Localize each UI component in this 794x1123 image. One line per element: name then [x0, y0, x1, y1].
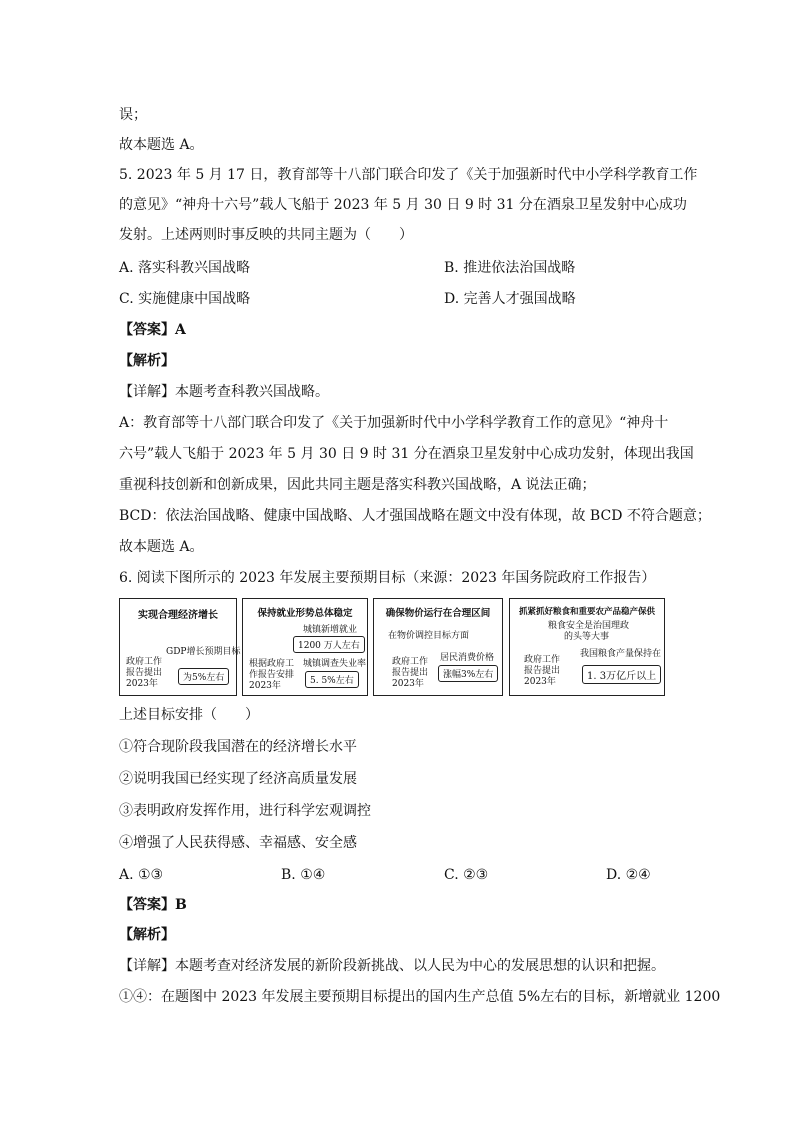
figure-box-prices	[373, 598, 503, 696]
statement-1: ①符合现阶段我国潜在的经济增长水平	[119, 739, 357, 755]
box-source: 根据政府工	[249, 659, 295, 669]
answer-label: 【答案】A	[119, 322, 186, 338]
figure-box-grain	[509, 598, 665, 696]
box-label: 居民消费价格	[440, 653, 495, 663]
analysis-label: 【解析】	[119, 353, 175, 369]
question-5-stem: 的意见》“神舟十六号”载人飞船于 2023 年 5 月 30 日 9 时 31 分在酒泉卫星发射中心成功	[119, 197, 687, 213]
statement-3: ③表明政府发挥作用，进行科学宏观调控	[119, 803, 371, 819]
box-title: 抓紧抓好粮食和重要农产品稳产保供	[518, 607, 655, 617]
box-label: 的头等大事	[564, 632, 610, 642]
box-value: 5. 5%左右	[305, 671, 359, 688]
text-line: 故本题选 A。	[119, 137, 204, 153]
statement-2: ②说明我国已经实现了经济高质量发展	[119, 771, 357, 787]
box-source: 报告提出	[392, 668, 429, 678]
explanation-line: 重视科技创新和创新成果，因此共同主题是落实科教兴国战略，A 说法正确；	[119, 477, 596, 493]
box-source: 政府工作	[524, 655, 561, 665]
explanation-line: 故本题选 A。	[119, 539, 204, 555]
box-label: 城镇新增就业	[303, 625, 358, 635]
question-6-stem: 上述目标安排（ ）	[119, 707, 259, 723]
box-source: 2023年	[126, 679, 158, 689]
explanation-line: BCD：依法治国战略、健康中国战略、人才强国战略在题文中没有体现，故 BCD 不符合题意；	[119, 508, 711, 524]
box-title: 保持就业形势总体稳定	[257, 608, 353, 619]
box-label: 在物价调控目标方面	[388, 631, 470, 641]
option-c: C. 实施健康中国战略	[119, 291, 251, 307]
box-title: 确保物价运行在合理区间	[385, 608, 491, 619]
question-6-stem: 6. 阅读下图所示的 2023 年发展主要预期目标（来源：2023 年国务院政府工作报告）	[119, 570, 656, 586]
box-value: 为5%左右	[178, 668, 229, 685]
question-5-stem: 发射。上述两则时事反映的共同主题为（ ）	[119, 227, 413, 243]
box-source: 报告提出	[524, 666, 561, 676]
box-source: 2023年	[249, 681, 281, 691]
option-a: A. 落实科教兴国战略	[119, 260, 251, 276]
box-label: GDP增长预期目标	[166, 647, 241, 657]
box-source: 2023年	[524, 677, 556, 687]
box-source: 作报告安排	[249, 670, 295, 680]
statement-4: ④增强了人民获得感、幸福感、安全感	[119, 835, 357, 851]
box-source: 政府工作	[392, 657, 429, 667]
figure-box-employment	[242, 598, 368, 696]
box-value: 1. 3万亿斤以上	[582, 665, 661, 684]
detail-line: 【详解】本题考查科教兴国战略。	[119, 384, 329, 400]
explanation-line: ①④：在题图中 2023 年发展主要预期目标提出的国内生产总值 5%左右的目标，新增就业 1200	[119, 989, 721, 1005]
question-5-stem: 5. 2023 年 5 月 17 日，教育部等十八部门联合印发了《关于加强新时代中小学科学教育工作	[119, 167, 698, 183]
box-source: 2023年	[392, 679, 424, 689]
box-title: 实现合理经济增长	[138, 610, 218, 621]
box-value: 涨幅3%左右	[438, 665, 498, 682]
answer-label: 【答案】B	[119, 897, 187, 913]
box-label: 城镇调查失业率	[303, 659, 367, 669]
box-source: 政府工作	[126, 657, 163, 667]
option-d: D. 完善人才强国战略	[444, 291, 576, 307]
explanation-line: A：教育部等十八部门联合印发了《关于加强新时代中小学科学教育工作的意见》“神舟十	[119, 415, 669, 431]
analysis-label: 【解析】	[119, 927, 175, 943]
option-a: A. ①③	[119, 867, 164, 883]
box-label: 粮食安全是治国理政	[548, 621, 630, 631]
option-b: B. 推进依法治国战略	[444, 260, 576, 276]
option-d: D. ②④	[606, 867, 651, 883]
box-value: 1200 万人左右	[293, 636, 365, 653]
explanation-line: 六号”载人飞船于 2023 年 5 月 30 日 9 时 31 分在酒泉卫星发射中心成功发射，体现出我国	[119, 446, 694, 462]
text-line: 误；	[119, 107, 147, 123]
option-b: B. ①④	[281, 867, 326, 883]
box-label: 我国粮食产量保持在	[580, 649, 662, 659]
figure-box-growth	[119, 598, 241, 696]
box-source: 报告提出	[126, 668, 163, 678]
detail-line: 【详解】本题考查对经济发展的新阶段新挑战、以人民为中心的发展思想的认识和把握。	[119, 958, 665, 974]
option-c: C. ②③	[444, 867, 489, 883]
